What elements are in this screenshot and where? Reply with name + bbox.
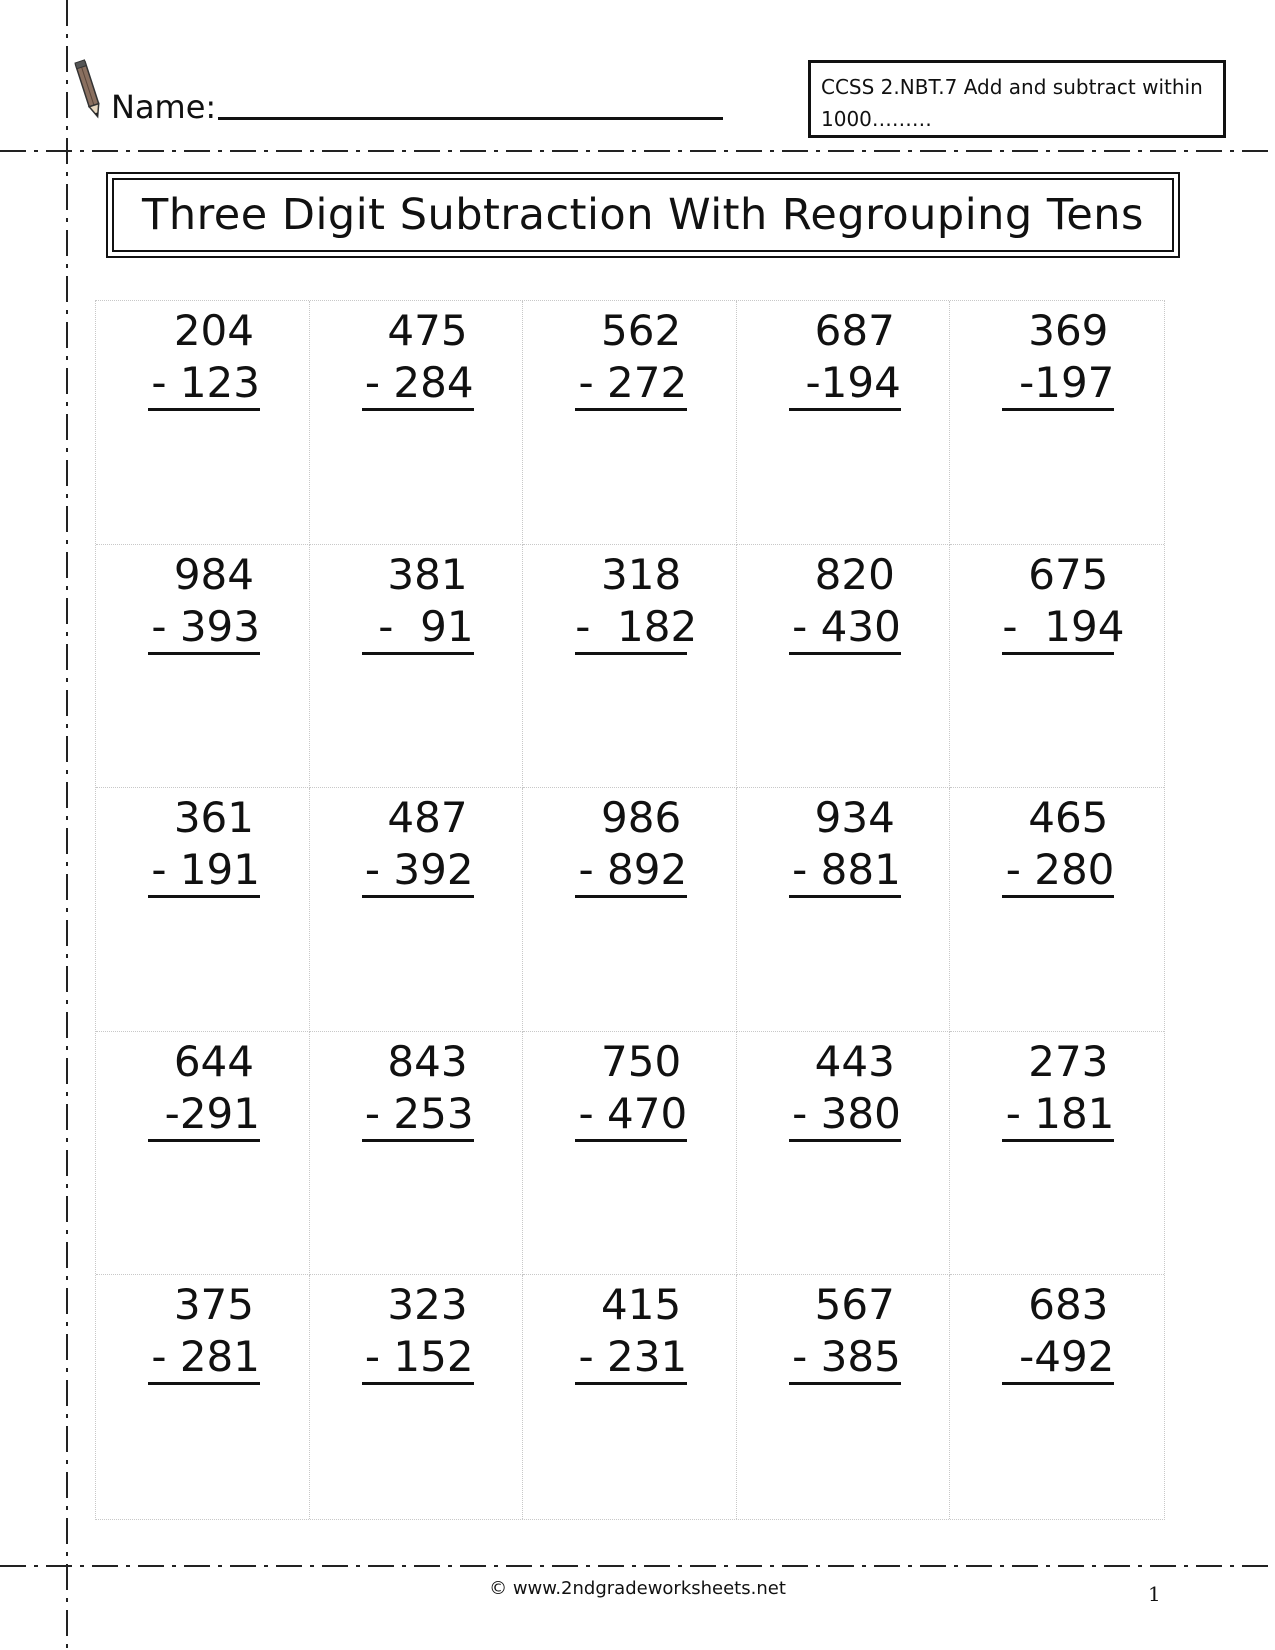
minuend: 487: [387, 793, 468, 843]
problem-cell[interactable]: [950, 788, 1164, 1032]
subtraction-problem: [789, 1035, 901, 1142]
title-inner-border: [112, 178, 1174, 252]
subtrahend: - 380: [789, 1089, 901, 1142]
subtrahend: - 91: [362, 602, 474, 655]
problem-cell[interactable]: [96, 301, 310, 545]
problem-cell[interactable]: [950, 301, 1164, 545]
subtraction-problem: [575, 548, 698, 655]
subtraction-problem: [362, 791, 474, 898]
problem-cell[interactable]: [523, 788, 737, 1032]
problem-cell[interactable]: [523, 1275, 737, 1519]
subtrahend: -197: [1002, 358, 1114, 411]
problem-cell[interactable]: [523, 301, 737, 545]
problem-cell[interactable]: [310, 545, 524, 789]
subtrahend: - 272: [575, 358, 687, 411]
minuend: 675: [1028, 549, 1109, 599]
minuend: 375: [173, 1280, 254, 1330]
subtraction-problem: [362, 548, 474, 655]
subtrahend: - 385: [789, 1332, 901, 1385]
name-field[interactable]: [111, 88, 723, 126]
problem-cell[interactable]: [737, 1032, 951, 1276]
subtrahend: - 280: [1002, 845, 1114, 898]
subtrahend: - 231: [575, 1332, 687, 1385]
minuend: 687: [814, 306, 895, 355]
subtraction-problem: [575, 1035, 687, 1142]
subtrahend: - 181: [1002, 1089, 1114, 1142]
minuend: 273: [1028, 1036, 1109, 1086]
top-guide-line: [0, 150, 1275, 152]
subtraction-problem: [789, 304, 901, 411]
subtraction-problem: [362, 1278, 474, 1385]
subtrahend: - 393: [148, 602, 260, 655]
problem-cell[interactable]: [96, 1275, 310, 1519]
subtrahend: - 881: [789, 845, 901, 898]
subtrahend: - 253: [362, 1089, 474, 1142]
subtraction-problem: [148, 304, 260, 411]
problem-cell[interactable]: [950, 1275, 1164, 1519]
problem-cell[interactable]: [96, 1032, 310, 1276]
minuend: 381: [387, 549, 468, 599]
subtrahend: -291: [148, 1089, 260, 1142]
minuend: 318: [601, 549, 682, 599]
minuend: 644: [173, 1036, 254, 1086]
minuend: 465: [1028, 793, 1109, 843]
subtrahend: - 182: [575, 602, 687, 655]
subtrahend: - 430: [789, 602, 901, 655]
minuend: 361: [173, 793, 254, 843]
standard-box: CCSS 2.NBT.7 Add and subtract within 1000………: [808, 60, 1226, 138]
bottom-guide-line: [0, 1565, 1275, 1567]
minuend: 415: [601, 1280, 682, 1330]
problem-cell[interactable]: [96, 788, 310, 1032]
page-number: 1: [1148, 1582, 1161, 1606]
minuend: 475: [387, 306, 468, 355]
minuend: 984: [173, 549, 254, 599]
subtraction-problem: [789, 1278, 901, 1385]
subtraction-problem: [575, 791, 687, 898]
copyright-footer: © www.2ndgradeworksheets.net: [489, 1578, 786, 1599]
subtrahend: - 152: [362, 1332, 474, 1385]
subtraction-problem: [148, 1278, 260, 1385]
problem-cell[interactable]: [96, 545, 310, 789]
minuend: 934: [814, 793, 895, 843]
problem-cell[interactable]: [737, 1275, 951, 1519]
pencil-icon: [74, 58, 104, 122]
minuend: 683: [1028, 1280, 1109, 1330]
subtraction-problem: [1002, 791, 1114, 898]
minuend: 323: [387, 1280, 468, 1330]
subtrahend: -194: [789, 358, 901, 411]
minuend: 750: [601, 1036, 682, 1086]
problem-cell[interactable]: [310, 1275, 524, 1519]
subtraction-problem: [1002, 548, 1125, 655]
minuend: 443: [814, 1036, 895, 1086]
problem-cell[interactable]: [310, 301, 524, 545]
problem-cell[interactable]: [737, 301, 951, 545]
subtrahend: - 892: [575, 845, 687, 898]
minuend: 369: [1028, 306, 1109, 355]
subtrahend: - 194: [1002, 602, 1114, 655]
subtraction-problem: [575, 1278, 687, 1385]
subtrahend: - 123: [148, 358, 260, 411]
problem-cell[interactable]: [523, 545, 737, 789]
subtraction-problem: [575, 304, 687, 411]
subtrahend: - 470: [575, 1089, 687, 1142]
worksheet-title: Three Digit Subtraction With Regrouping Tens: [142, 190, 1144, 240]
subtraction-problem: [148, 791, 260, 898]
problem-cell[interactable]: [950, 545, 1164, 789]
problem-cell[interactable]: [310, 1032, 524, 1276]
subtrahend: - 191: [148, 845, 260, 898]
problem-grid: [95, 300, 1165, 1520]
minuend: 567: [814, 1280, 895, 1330]
subtraction-problem: [789, 791, 901, 898]
problem-cell[interactable]: [737, 545, 951, 789]
subtrahend: - 284: [362, 358, 474, 411]
subtrahend: - 281: [148, 1332, 260, 1385]
minuend: 562: [601, 306, 682, 355]
vertical-guide-line: [66, 0, 68, 1650]
title-box: [106, 172, 1180, 258]
minuend: 820: [814, 549, 895, 599]
subtraction-problem: [362, 304, 474, 411]
minuend: 986: [601, 793, 682, 843]
subtrahend: -492: [1002, 1332, 1114, 1385]
subtraction-problem: [1002, 1035, 1114, 1142]
problem-cell[interactable]: [737, 788, 951, 1032]
subtrahend: - 392: [362, 845, 474, 898]
subtraction-problem: [789, 548, 901, 655]
problem-cell[interactable]: [310, 788, 524, 1032]
minuend: 843: [387, 1036, 468, 1086]
problem-cell[interactable]: [950, 1032, 1164, 1276]
problem-cell[interactable]: [523, 1032, 737, 1276]
subtraction-problem: [148, 1035, 260, 1142]
subtraction-problem: [1002, 1278, 1114, 1385]
minuend: 204: [173, 306, 254, 355]
subtraction-problem: [1002, 304, 1114, 411]
name-blank-line[interactable]: [218, 117, 723, 120]
name-label: Name:: [111, 88, 217, 126]
subtraction-problem: [148, 548, 260, 655]
subtraction-problem: [362, 1035, 474, 1142]
